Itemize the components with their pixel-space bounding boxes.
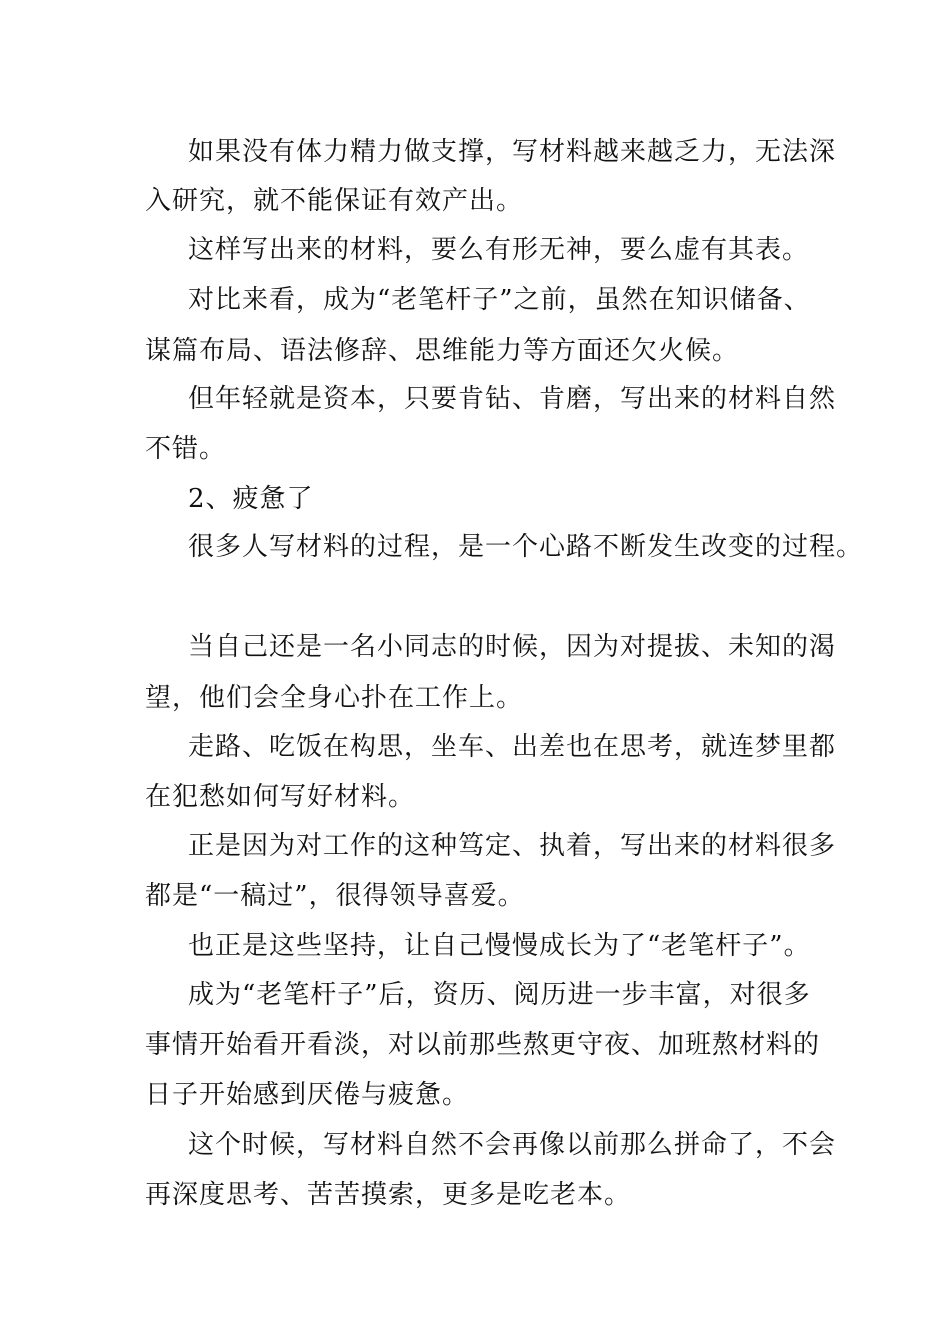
text-line: 在犯愁如何写好材料。 — [145, 782, 416, 812]
text-line: 日子开始感到厌倦与疲惫。 — [145, 1080, 470, 1110]
text-line: 这样写出来的材料，要么有形无神，要么虚有其表。 — [188, 235, 810, 265]
text-line: 成为“老笔杆子”后，资历、阅历进一步丰富，对很多 — [188, 980, 811, 1010]
text-line: 事情开始看开看淡，对以前那些熬更守夜、加班熬材料的 — [145, 1030, 821, 1060]
text-line: 入研究，就不能保证有效产出。 — [145, 186, 524, 216]
text-line: 如果没有体力精力做支撑，写材料越来越乏力，无法深 — [188, 137, 837, 167]
text-line: 也正是这些坚持，让自己慢慢成长为了“老笔杆子”。 — [188, 931, 811, 961]
text-line: 再深度思考、苦苦摸索，更多是吃老本。 — [145, 1180, 632, 1210]
text-line: 走路、吃饭在构思，坐车、出差也在思考，就连梦里都 — [188, 732, 837, 762]
text-line: 很多人写材料的过程，是一个心路不断发生改变的过程。 — [188, 532, 864, 562]
section-heading: 2、疲惫了 — [188, 484, 314, 514]
text-line: 这个时候，写材料自然不会再像以前那么拼命了，不会 — [188, 1130, 837, 1160]
text-line: 都是“一稿过”，很得领导喜爱。 — [145, 881, 525, 911]
text-line: 望，他们会全身心扑在工作上。 — [145, 683, 524, 713]
text-line: 正是因为对工作的这种笃定、执着，写出来的材料很多 — [188, 831, 837, 861]
text-line: 当自己还是一名小同志的时候，因为对提拔、未知的渴 — [188, 632, 837, 662]
text-line: 但年轻就是资本，只要肯钻、肯磨，写出来的材料自然 — [188, 384, 837, 414]
text-line: 不错。 — [145, 434, 227, 464]
text-line: 对比来看，成为“老笔杆子”之前，虽然在知识储备、 — [188, 285, 811, 315]
text-line: 谋篇布局、语法修辞、思维能力等方面还欠火候。 — [145, 336, 740, 366]
